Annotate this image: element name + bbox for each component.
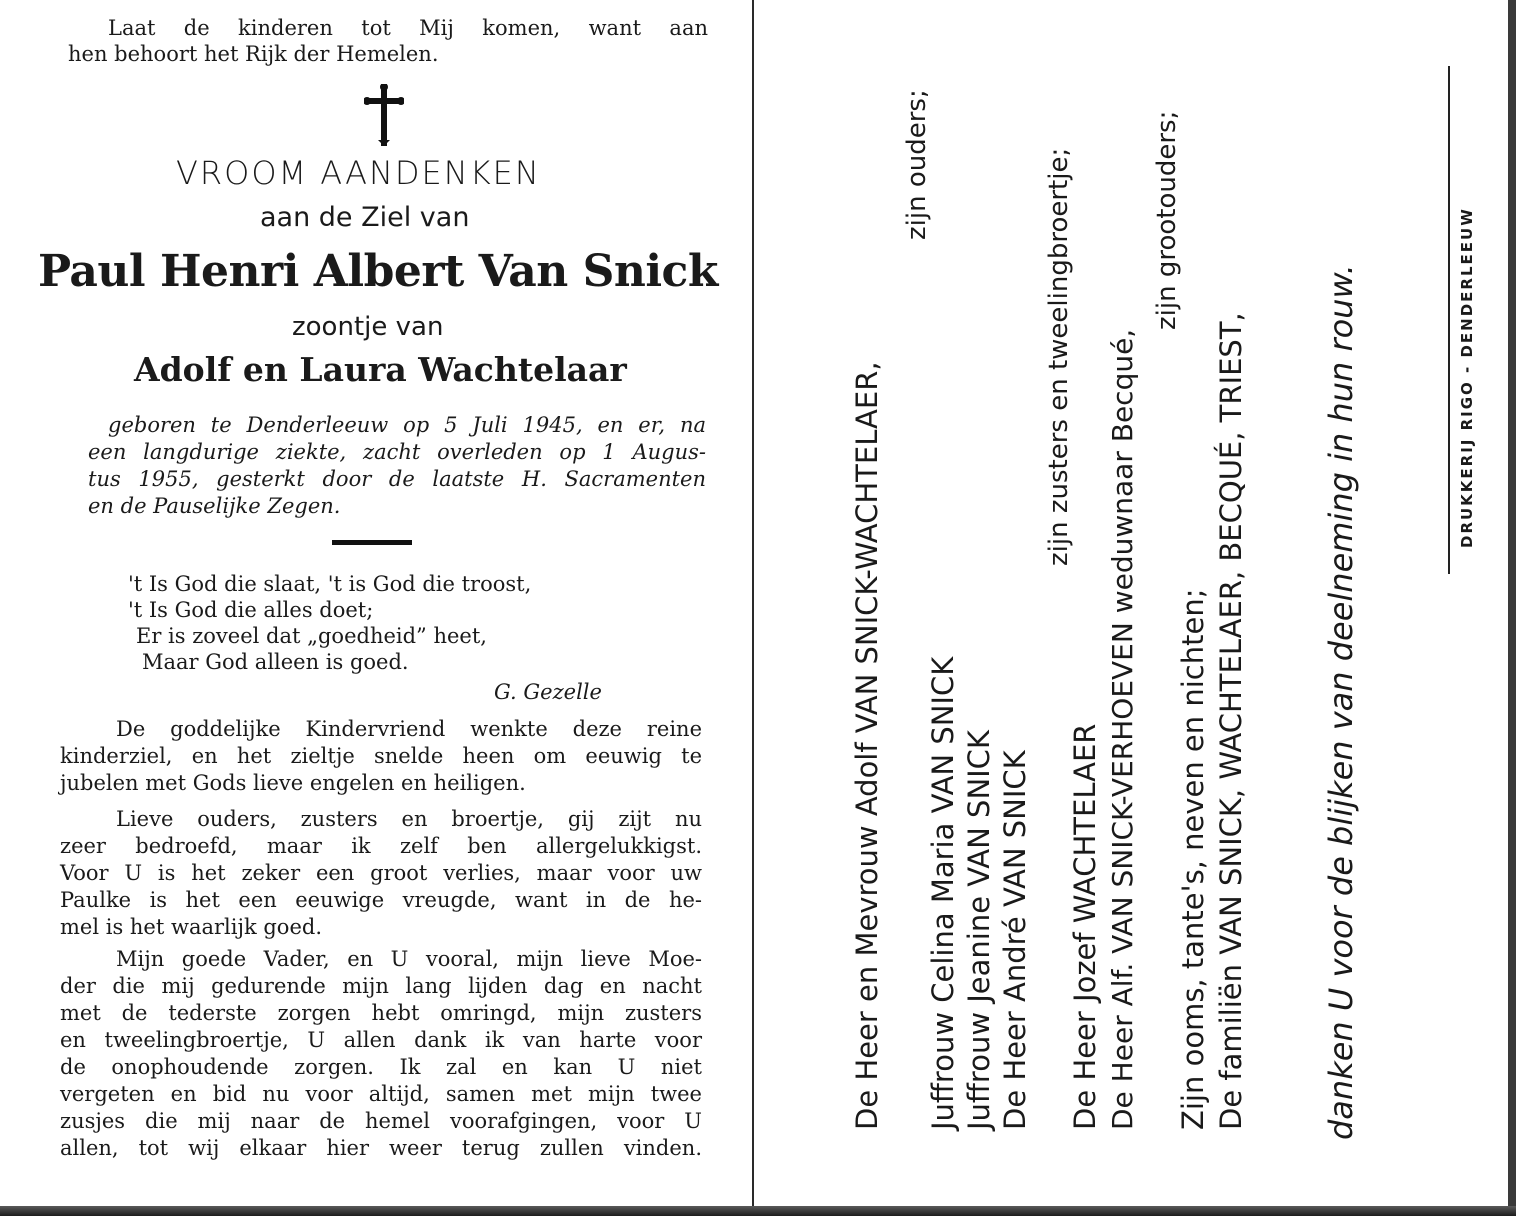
grandparents-role: zijn grootouders; <box>1152 110 1182 330</box>
relatives-line: Zijn ooms, tante's, neven en nichten; <box>1176 588 1210 1130</box>
sub-heading: aan de Ziel van <box>260 202 470 233</box>
birth-line: en de Pauselijke Zegen. <box>88 494 341 518</box>
bottom-border <box>0 1206 1516 1216</box>
sibling-line: Juffrouw Celina Maria VAN SNICK <box>926 656 960 1130</box>
verse-line-2: hen behoort het Rijk der Hemelen. <box>68 42 439 66</box>
child-of: zoontje van <box>292 312 444 342</box>
deceased-name: Paul Henri Albert Van Snick <box>38 246 718 297</box>
birth-death-text <box>88 412 706 520</box>
grandparent-line: De Heer Alf. VAN SNICK-VERHOEVEN weduwnaar Becqué, <box>1106 328 1139 1130</box>
birth-line: tus 1955, gesterkt door de laatste H. Sacramenten <box>88 467 706 491</box>
birth-line: geboren te Denderleeuw op 5 Juli 1945, en er, na <box>108 413 706 437</box>
left-panel <box>0 0 752 1206</box>
poem-author: G. Gezelle <box>494 680 602 704</box>
paragraph-1: De goddelijke Kindervriend wenkte deze reine kinderziel, en het zieltje snelde heen om eeuwig te jubelen met Gods lieve engelen en heiligen. <box>60 717 702 795</box>
paragraph-3: Mijn goede Vader, en U vooral, mijn lieve Moe- der die mij gedurende mijn lang lijden dag en nacht met de tederste zorgen hebt omringd, mijn zusters en tweelingbroertje, U allen dank ik van harte voor de onophoudende zorgen. Ik zal en kan U niet vergeten en bid nu voor altijd, samen met mijn twee zusjes die mij naar de hemel voorafgingen, voor U allen, tot wij elkaar hier weer terug zullen vinden. <box>60 947 702 1160</box>
sibling-line: De Heer André VAN SNICK <box>998 750 1032 1130</box>
paragraph-2: Lieve ouders, zusters en broertje, gij zijt nu zeer bedroefd, maar ik zelf ben allergelukkigst. Voor U is het zeker een groot verlies, maar voor uw Paulke is het een eeuwige vreugde, want in de he- mel is het waarlijk goed. <box>60 807 702 939</box>
parents-line: De Heer en Mevrouw Adolf VAN SNICK-WACHTELAER, <box>850 361 884 1130</box>
siblings-role: zijn zusters en tweelingbroertje; <box>1044 147 1074 566</box>
birth-line: een langdurige ziekte, zacht overleden op 1 Augus- <box>88 440 706 464</box>
poem-line: Maar God alleen is goed. <box>142 650 409 674</box>
printer-credit: DRUKKERIJ RIGO - DENDERLEEUW <box>1458 207 1476 548</box>
thanks-line: danken U voor de blijken van deelneming in hun rouw. <box>1322 264 1360 1140</box>
verse-line-1: Laat de kinderen tot Mij komen, want aan <box>108 16 708 40</box>
heading: VROOM AANDENKEN <box>176 154 541 192</box>
fold-divider <box>752 0 754 1208</box>
families-line: De familiën VAN SNICK, WACHTELAER, BECQUÉ, TRIEST, <box>1214 312 1248 1130</box>
right-edge <box>1508 0 1516 1216</box>
parents-role: zijn ouders; <box>902 89 932 240</box>
poem-line: 't Is God die alles doet; <box>128 598 374 622</box>
grandparent-line: De Heer Jozef WACHTELAER <box>1068 723 1102 1130</box>
printer-rule <box>1448 66 1450 574</box>
parents-names: Adolf en Laura Wachtelaar <box>134 350 627 389</box>
poem-line: 't Is God die slaat, 't is God die troost, <box>128 572 532 596</box>
poem-line: Er is zoveel dat „goedheid” heet, <box>136 624 487 648</box>
cross-icon <box>364 84 404 146</box>
separator-line <box>332 540 412 545</box>
sibling-line: Juffrouw Jeanine VAN SNICK <box>962 730 996 1130</box>
